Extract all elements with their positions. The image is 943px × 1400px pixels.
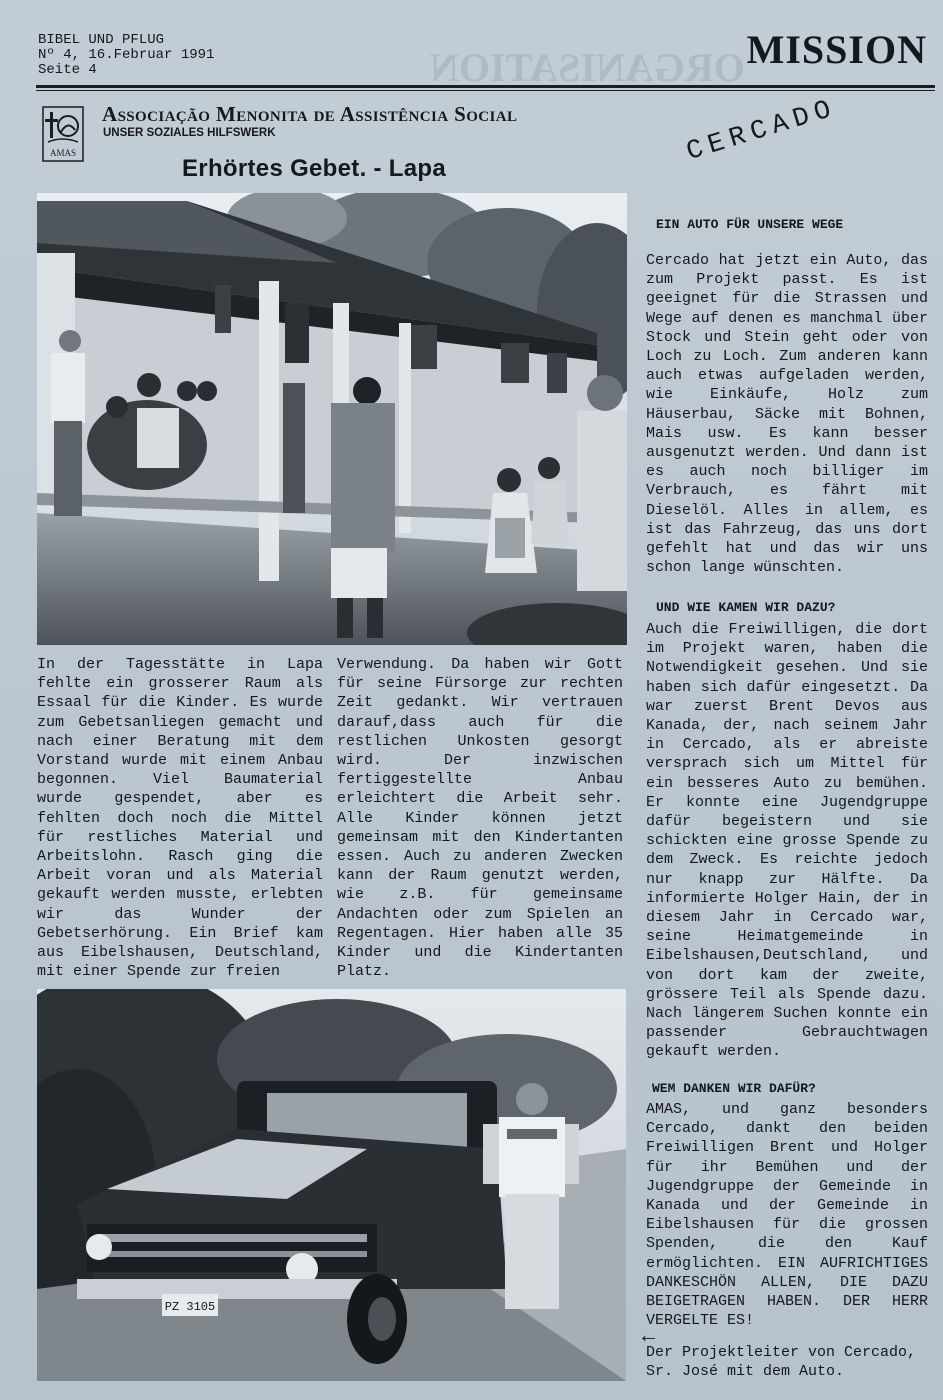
article-lapa-text-1: In der Tagesstätte in Lapa fehlte ein grosserer Raum als Essaal für die Kinder. Es wurde zum Gebetsanliegen gemacht und nach einer Beratung mit dem Vorstand wurde mit einem Anbau begonnen. Viel Baumaterial wurde gespendet, aber es fehlten doch noch die Mittel für restliches Material und Arbeitslohn. Rasch ging die Arbeit voran und als Material gekauft werden musste, erlebten wir das Wunder der Gebetserhörung. Ein Brief kam aus Eibelshausen, Deutschland, mit einer Spende zur freien [37, 656, 323, 981]
bleed-through-text: ORGANISATION [430, 45, 745, 90]
organization-name: Associação Menonita de Assistência Social [102, 102, 518, 126]
article-lapa-text-2: Verwendung. Da haben wir Gott für seine Fürsorge zur rechten Zeit gedankt. Wir vertrauen darauf,dass auch für die restlichen Unkosten gesorgt wird. Der inzwischen fertiggestellte Anbau erleichtert die Arbeit sehr. Alle Kinder können jetzt gemeinsam mit den Kindertanten essen. Auch zu anderen Zwecken kann der Raum genutzt werden, wie z.B. für gemeinsame Andachten oder zum Spielen an Regentagen. Hier haben alle 35 Kinder und die Kindertanten Platz. [337, 656, 623, 981]
photo-caption: Der Projektleiter von Cercado, Sr. José mit dem Auto. [646, 1344, 917, 1380]
cercado-text-3: AMAS, und ganz besonders Cercado, dankt den beiden Freiwilligen Brent und Holger für ihr Bemühen und der Jugendgruppe der Gemeinde in Kanada und der Gemeinde in Eibelshausen für die grossen Spenden, die den Kauf ermöglichten. EIN AUFRICHTIGES DANKESCHÖN ALLEN, DIE DAZU BEIGETRAGEN HABEN. DER HERR VERGELTE ES! [646, 1101, 928, 1330]
left-arrow-icon: ← [642, 1324, 656, 1349]
cercado-text-2: Auch die Freiwilligen, die dort im Projekt waren, haben die Notwendigkeit gesehen. Und sie haben sich dafür eingesetzt. Da war zuerst Brent Devos aus Kanada, der, nach seinem Jahr in Cercado, als er abreiste versprach sich um Mittel für ein besseres Auto zu bemühen. Er konnte eine Jugendgruppe dafür begeistern und sie schickten eine grosse Spende zu dem Zweck. Es reichte jedoch nur knapp zur Hälfte. Da informierte Holger Hain, der in diesem Jahr in Cercado war, seine Heimatgemeinde in Eibelshausen,Deutschland, und von dort kam der zweite, grössere Teil als Spende dazu. Nach längerem Suchen konnte ein passender Gebrauchtwagen gekauft werden. [646, 621, 928, 1061]
header-rule [36, 85, 935, 88]
truck-photo [37, 989, 626, 1381]
heading-how: UND WIE KAMEN WIR DAZU? [656, 600, 836, 615]
cercado-text-1: Cercado hat jetzt ein Auto, das zum Projekt passt. Es ist geeignet für die Strassen und Wege auf denen es manchmal über Stock und Stein geht oder von Loch zu Loch. Zum anderen kann auch etwas aufgeladen werden, wie Einkäufe, Holz zum Häuserbau, Säcke mit Bohnen, Mais usw. Es kann besser ausgenutzt werden. Und dann ist es auch noch billiger im Verbrauch, es fährt mit Dieselöl. Alles in allem, es ist das Fahrzeug, das uns dort gefehlt hat und das wir uns schon lange wünschten. [646, 252, 928, 577]
article-cercado-para-1 [646, 251, 928, 577]
issue-date: Nº 4, 16.Februar 1991 [38, 47, 215, 63]
heading-thanks: WEM DANKEN WIR DAFÜR? [652, 1081, 816, 1096]
organization-subtitle: UNSER SOZIALES HILFSWERK [103, 127, 276, 139]
article-lapa-column-1 [37, 655, 323, 981]
article-headline: Erhörtes Gebet. - Lapa [182, 155, 446, 182]
article-cercado-para-3 [646, 1100, 928, 1330]
heading-car: EIN AUTO FÜR UNSERE WEGE [656, 217, 844, 232]
cercado-stamp: CERCADO [683, 93, 841, 168]
article-cercado-para-2 [646, 620, 928, 1062]
daycare-photo [37, 193, 627, 645]
amas-logo [42, 106, 84, 162]
publication-name: BIBEL UND PFLUG [38, 32, 165, 48]
header-rule-thin [36, 90, 935, 91]
article-lapa-column-2 [337, 655, 623, 981]
publication-info [38, 33, 214, 78]
license-plate: PZ 3105 [164, 1300, 216, 1314]
svg-text:AMAS: AMAS [49, 148, 77, 158]
page-number: Seite 4 [38, 62, 97, 78]
section-title: MISSION [746, 27, 927, 72]
